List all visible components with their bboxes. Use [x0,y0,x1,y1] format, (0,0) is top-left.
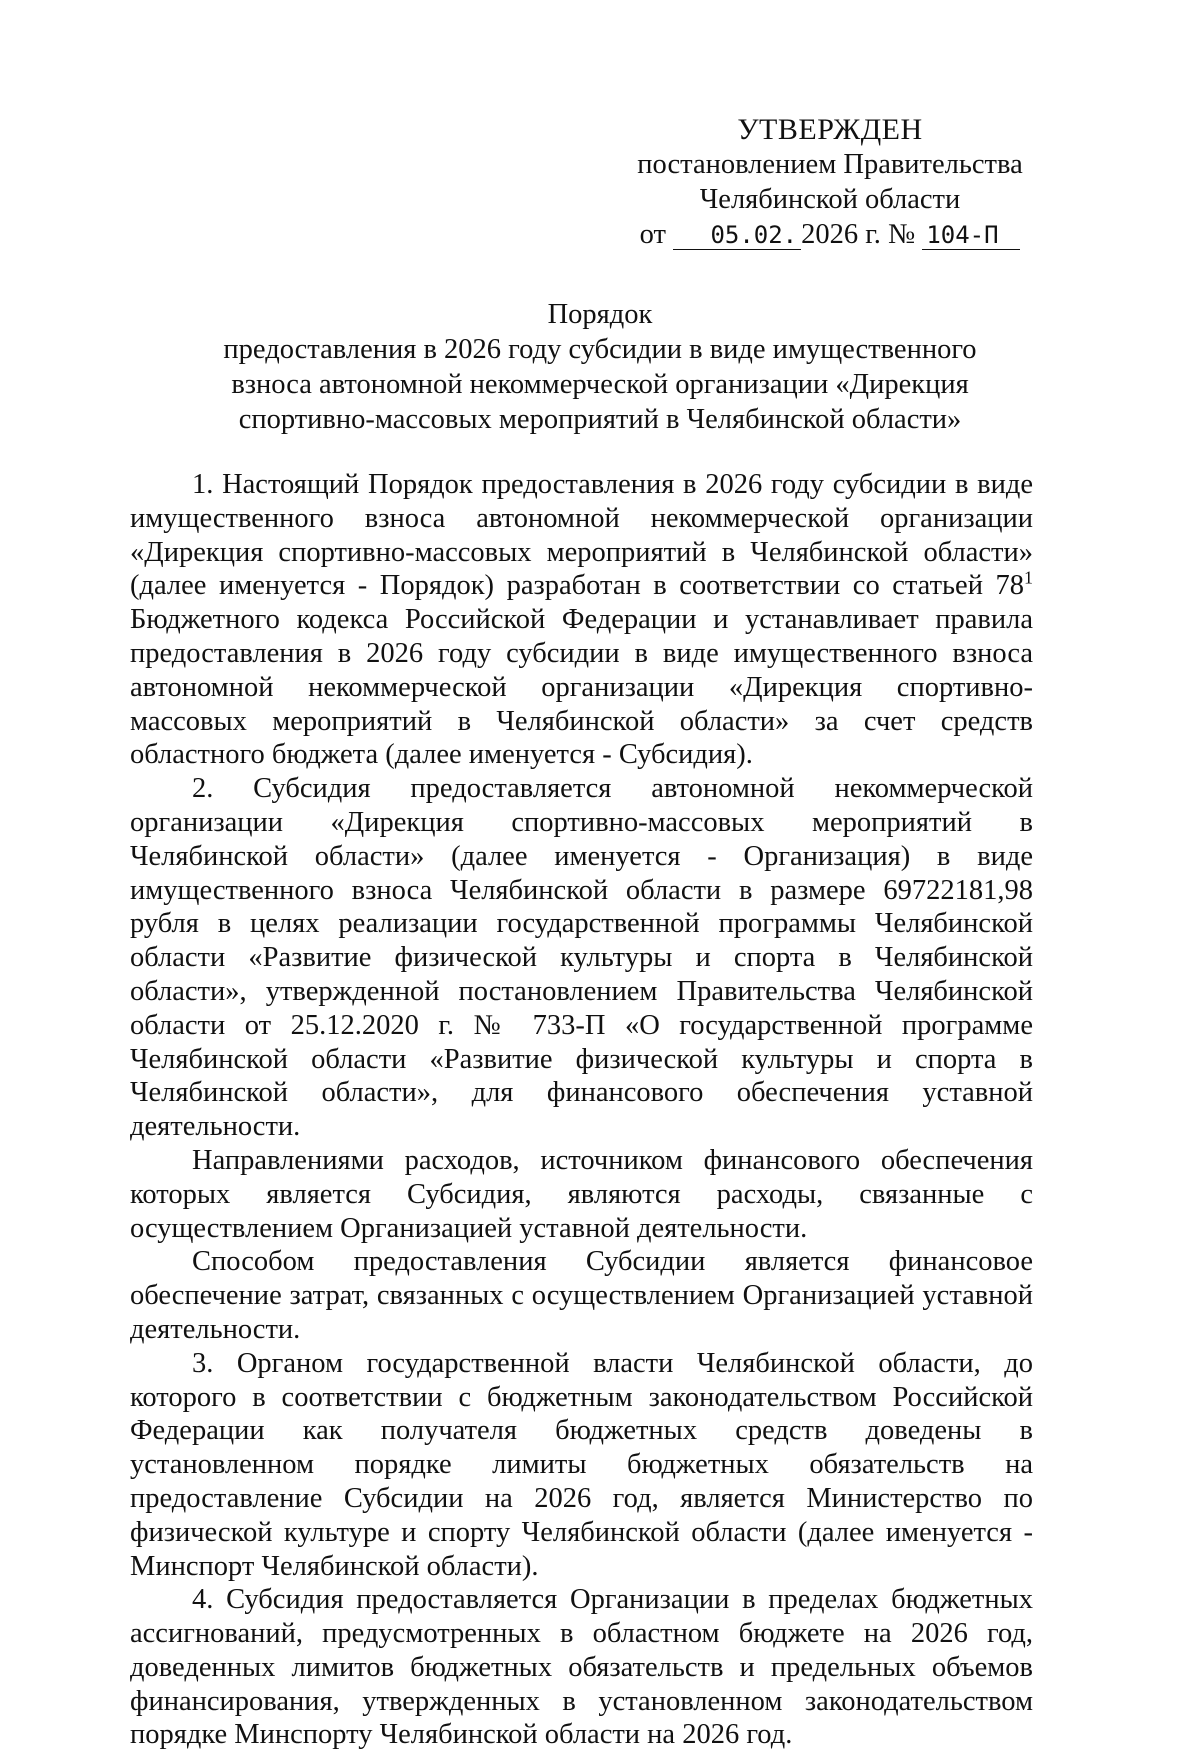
paragraph-5: 3. Органом государственной власти Челябинской области, до которого в соответствии с бюджетным законодательством Российской Федерации как получателя бюджетных средств доведены в установленном порядке лимиты бюджетных обязательств на предоставление Субсидии на 2026 год, является Министерство по физической культуре и спорту Челябинской области (далее именуется - Минспорт Челябинской области). [130,1347,1033,1582]
title-line-3: спортивно-массовых мероприятий в Челябинской области» [238,404,962,435]
approval-block [620,112,1040,252]
document-title [170,297,1030,437]
approval-line-2: Челябинской области [699,184,961,215]
document-body [130,468,1033,1752]
paragraph-3: Направлениями расходов, источником финансового обеспечения которых является Субсидия, являются расходы, связанные с осуществлением Организацией уставной деятельности. [130,1144,1033,1244]
approval-stamp: УТВЕРЖДЕН [737,113,923,146]
approval-year: 2026 г. № [801,219,916,250]
title-line-2: взноса автономной некоммерческой организации «Дирекция [231,369,969,400]
paragraph-1 [130,468,1033,772]
paragraph-1-part-b: Бюджетного кодекса Российской Федерации и устанавливает правила предоставления в 2026 году субсидии в виде имущественного взноса автономной некоммерческой организации «Дирекция спортивно-массовых мероприятий в Челябинской области» за счет средств областного бюджета (далее именуется - Субсидия). [130,604,1033,771]
title-line-1: предоставления в 2026 году субсидии в виде имущественного [223,334,977,365]
approval-number-field: 104-П [922,221,1020,250]
approval-from-prefix: от [639,219,667,250]
paragraph-1-part-a: 1. Настоящий Порядок предоставления в 2026 году субсидии в виде имущественного взноса автономной некоммерческой организации «Дирекция спортивно-массовых мероприятий в Челябинской области» (далее именуется - Порядок) разработан в соответствии со статьей 78 [130,469,1033,602]
approval-date-line [620,217,1040,252]
paragraph-4: Способом предоставления Субсидии является финансовое обеспечение затрат, связанных с осуществлением Организацией уставной деятельности. [130,1246,1033,1345]
article-superscript: 1 [1024,567,1033,588]
approval-line-1: постановлением Правительства [637,149,1023,180]
paragraph-2: 2. Субсидия предоставляется автономной некоммерческой организации «Дирекция спортивно-массовых мероприятий в Челябинской области» (далее именуется - Организация) в виде имущественного взноса Челябинской области в размере 69722181,98 рубля в целях реализации государственной программы Челябинской области «Развитие физической культуры и спорта в Челябинской области», утвержденной постановлением Правительства Челябинской области от 25.12.2020 г. № 733-П «О государственной программе Челябинской области «Развитие физической культуры и спорта в Челябинской области», для финансового обеспечения уставной деятельности. [130,773,1033,1143]
paragraph-6: 4. Субсидия предоставляется Организации в пределах бюджетных ассигнований, предусмотренных в областном бюджете на 2026 год, доведенных лимитов бюджетных обязательств и предельных объемов финансирования, утвержденных в установленном законодательством порядке Минспорту Челябинской области на 2026 год. [130,1584,1033,1751]
approval-date-field: 05.02. [673,221,801,250]
title-heading: Порядок [547,299,653,330]
